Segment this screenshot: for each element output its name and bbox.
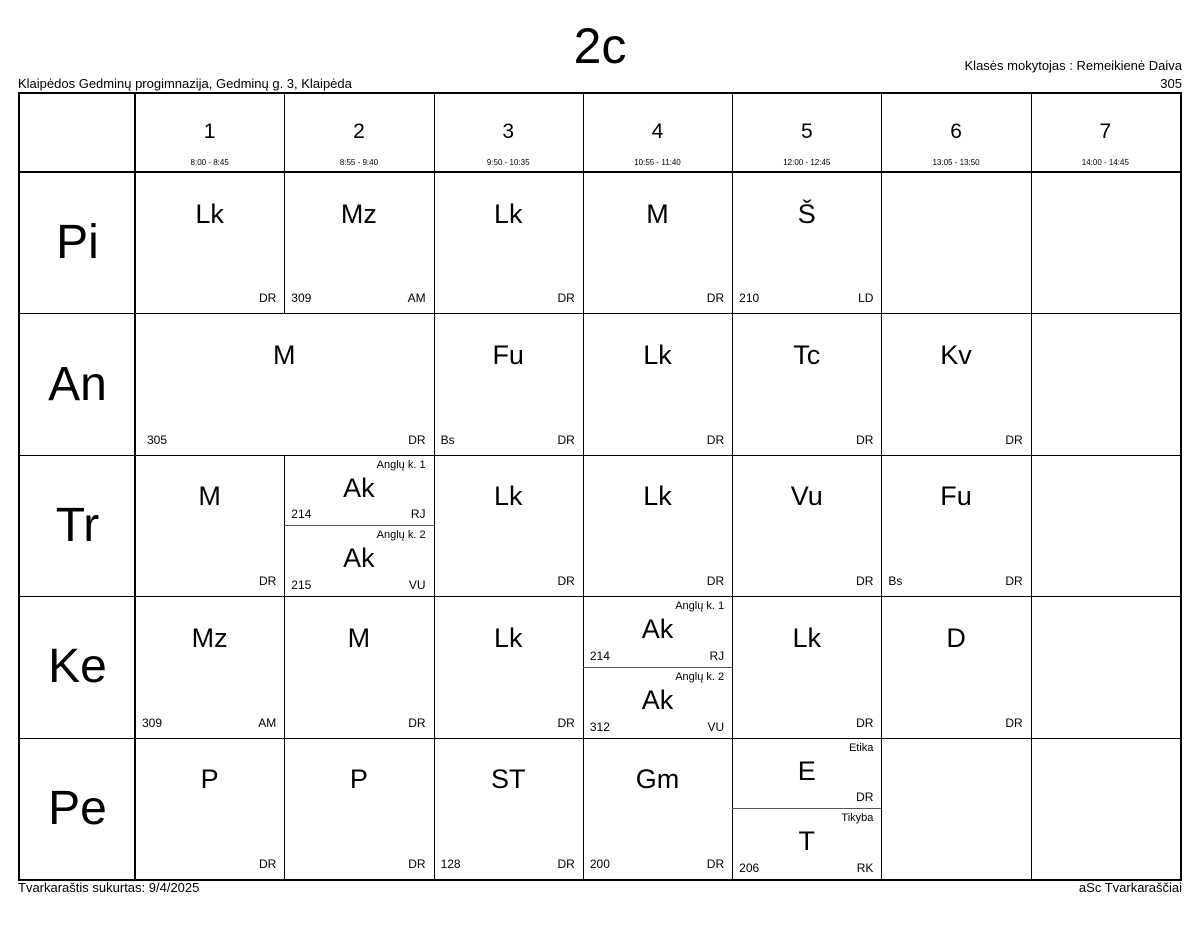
page-title: 2c xyxy=(573,18,627,74)
lesson-subject: Ak xyxy=(641,684,674,715)
lesson-room: 200 xyxy=(589,856,610,871)
lesson-cell xyxy=(583,313,732,454)
lesson-half xyxy=(284,455,433,526)
lesson-room: 309 xyxy=(142,715,163,730)
lesson-cell xyxy=(583,455,732,596)
period-time: 8:00 - 8:45 xyxy=(190,158,229,167)
lesson-subject: Kv xyxy=(940,340,972,371)
lesson-cell xyxy=(583,738,732,879)
split-divider xyxy=(284,525,433,526)
lesson-subject: P xyxy=(349,764,368,795)
day-label: Tr xyxy=(55,498,100,552)
split-divider xyxy=(583,667,732,668)
grid-line xyxy=(881,738,882,879)
grid-line xyxy=(284,94,285,172)
lesson-subject: Gm xyxy=(635,764,680,795)
lesson-subject: Mz xyxy=(340,198,377,229)
lesson-room: 309 xyxy=(291,291,312,306)
lesson-cell xyxy=(583,172,732,313)
lesson-subject: Fu xyxy=(492,340,524,371)
lesson-room: 305 xyxy=(147,432,168,447)
lesson-teacher: DR xyxy=(1005,574,1023,589)
lesson-teacher: DR xyxy=(408,432,426,447)
lesson-subject: Lk xyxy=(792,622,822,653)
lesson-subject: Lk xyxy=(195,198,224,229)
lesson-cell xyxy=(732,596,881,737)
lesson-cell xyxy=(732,172,881,313)
lesson-subject: Mz xyxy=(191,622,228,653)
lesson-subject: Fu xyxy=(940,481,972,512)
grid-line xyxy=(881,94,882,172)
period-number: 3 xyxy=(502,120,515,143)
lesson-teacher: DR xyxy=(258,574,277,589)
grid-line xyxy=(583,94,584,172)
period-time: 9:50 - 10:35 xyxy=(486,158,530,167)
lesson-subject: D xyxy=(946,622,966,653)
lesson-room: 128 xyxy=(440,856,461,871)
lesson-cell xyxy=(881,455,1030,596)
lesson-subject: ST xyxy=(490,764,526,795)
lesson-subject: Tc xyxy=(793,340,821,371)
period-header xyxy=(881,94,1030,172)
period-number: 4 xyxy=(651,120,664,143)
lesson-teacher: DR xyxy=(856,790,874,805)
lesson-room: 214 xyxy=(589,648,610,663)
lesson-cell xyxy=(583,596,732,737)
day-row-header xyxy=(20,596,135,737)
lesson-teacher: DR xyxy=(706,856,725,871)
period-time: 14:00 - 14:45 xyxy=(1081,158,1129,167)
lesson-half xyxy=(583,596,732,667)
lesson-subject: M xyxy=(198,481,221,512)
period-time: 12:00 - 12:45 xyxy=(783,158,831,167)
lesson-subject: Š xyxy=(797,198,816,229)
day-label: Pi xyxy=(56,216,99,270)
lesson-subject: Ak xyxy=(343,543,375,574)
lesson-half xyxy=(284,525,433,596)
group-label: Anglų k. 2 xyxy=(675,670,725,683)
lesson-cell xyxy=(135,738,284,879)
class-room: 305 xyxy=(1160,76,1182,91)
class-teacher: Klasės mokytojas : Remeikienė Daiva xyxy=(964,58,1182,73)
lesson-room: 206 xyxy=(739,860,760,875)
lesson-room: 210 xyxy=(739,291,760,306)
lesson-cell xyxy=(732,738,881,879)
grid-line xyxy=(881,172,882,313)
lesson-teacher: DR xyxy=(557,574,575,589)
lesson-half xyxy=(583,667,732,738)
lesson-cell xyxy=(434,738,583,879)
lesson-teacher: DR xyxy=(856,574,874,589)
lesson-teacher: DR xyxy=(856,715,874,730)
lesson-subject: Lk xyxy=(643,340,672,371)
day-row-header xyxy=(20,738,135,879)
day-row-header xyxy=(20,455,135,596)
lesson-subject: Lk xyxy=(493,481,523,512)
period-number: 7 xyxy=(1099,120,1112,143)
period-time: 8:55 - 9:40 xyxy=(339,158,379,167)
lesson-cell xyxy=(881,313,1030,454)
period-header xyxy=(732,94,881,172)
lesson-cell xyxy=(434,455,583,596)
day-row-header xyxy=(20,313,135,454)
group-label: Anglų k. 1 xyxy=(675,600,725,613)
lesson-teacher: DR xyxy=(557,856,575,871)
lesson-subject: Lk xyxy=(493,198,523,229)
lesson-room: 214 xyxy=(291,507,312,522)
lesson-teacher: VU xyxy=(408,578,426,593)
lesson-subject: M xyxy=(646,198,669,229)
lesson-teacher: AM xyxy=(407,291,426,306)
lesson-subject: T xyxy=(798,826,816,857)
lesson-cell xyxy=(284,455,433,596)
period-header xyxy=(1031,94,1180,172)
lesson-teacher: DR xyxy=(1005,715,1023,730)
lesson-teacher: DR xyxy=(258,291,277,306)
lesson-teacher: AM xyxy=(258,715,277,730)
grid-line xyxy=(1031,94,1032,172)
lesson-teacher: DR xyxy=(1005,432,1023,447)
lesson-teacher: DR xyxy=(557,715,575,730)
lesson-teacher: RJ xyxy=(410,507,426,522)
grid-line xyxy=(1031,455,1032,596)
period-number: 2 xyxy=(353,120,365,143)
lesson-teacher: DR xyxy=(258,856,277,871)
day-label: Pe xyxy=(48,781,107,835)
lesson-cell xyxy=(434,313,583,454)
lesson-cell xyxy=(284,596,433,737)
lesson-teacher: DR xyxy=(557,432,575,447)
lesson-room: 215 xyxy=(291,578,312,593)
lesson-cell xyxy=(434,596,583,737)
lesson-teacher: RK xyxy=(856,860,874,875)
split-divider xyxy=(732,808,881,809)
grid-line xyxy=(1031,313,1032,454)
lesson-subject: M xyxy=(273,340,296,371)
day-label: Ke xyxy=(48,640,107,694)
lesson-subject: Vu xyxy=(790,481,823,512)
grid-line xyxy=(732,94,733,172)
lesson-cell xyxy=(732,455,881,596)
lesson-room: Bs xyxy=(440,432,455,447)
group-label: Anglų k. 1 xyxy=(376,458,426,471)
lesson-subject: M xyxy=(347,622,371,653)
group-label: Anglų k. 2 xyxy=(376,529,426,542)
lesson-subject: Ak xyxy=(641,614,674,645)
lesson-room: 312 xyxy=(589,719,610,734)
lesson-subject: Ak xyxy=(343,472,375,503)
lesson-cell xyxy=(284,172,433,313)
lesson-teacher: DR xyxy=(408,856,426,871)
group-label: Tikyba xyxy=(841,812,874,825)
lesson-cell xyxy=(135,596,284,737)
lesson-teacher: VU xyxy=(707,719,725,734)
group-label: Etika xyxy=(848,741,874,754)
grid-line xyxy=(1031,738,1032,879)
lesson-cell xyxy=(284,738,433,879)
period-number: 6 xyxy=(950,120,962,143)
lesson-subject: Lk xyxy=(493,622,523,653)
lesson-subject: E xyxy=(797,755,816,786)
lesson-teacher: DR xyxy=(706,291,725,306)
lesson-room: Bs xyxy=(888,574,903,589)
school-name: Klaipėdos Gedminų progimnazija, Gedminų g. 3, Klaipėda xyxy=(18,76,352,91)
lesson-cell xyxy=(881,596,1030,737)
period-time: 10:55 - 11:40 xyxy=(634,158,681,167)
lesson-cell xyxy=(135,172,284,313)
lesson-teacher: DR xyxy=(706,574,725,589)
period-number: 5 xyxy=(800,120,813,143)
period-header xyxy=(284,94,433,172)
lesson-cell xyxy=(135,455,284,596)
brand-label: aSc Tvarkaraščiai xyxy=(1078,880,1182,895)
lesson-cell xyxy=(732,313,881,454)
period-number: 1 xyxy=(203,120,216,143)
day-row-header xyxy=(20,172,135,313)
grid-line xyxy=(434,94,435,172)
lesson-teacher: DR xyxy=(706,432,725,447)
period-header xyxy=(135,94,284,172)
period-header xyxy=(583,94,732,172)
day-label: An xyxy=(48,357,107,411)
created-date: Tvarkaraštis sukurtas: 9/4/2025 xyxy=(18,880,200,895)
lesson-teacher: DR xyxy=(557,291,575,306)
grid-line xyxy=(1031,172,1032,313)
lesson-teacher: DR xyxy=(408,715,426,730)
grid-line xyxy=(1031,596,1032,737)
lesson-half xyxy=(732,738,881,809)
lesson-cell xyxy=(135,313,434,454)
lesson-subject: P xyxy=(200,764,219,795)
timetable-grid xyxy=(18,92,1182,881)
period-time: 13:05 - 13:50 xyxy=(932,158,980,167)
period-header xyxy=(434,94,583,172)
lesson-teacher: RJ xyxy=(709,648,725,663)
lesson-teacher: DR xyxy=(856,432,874,447)
lesson-cell xyxy=(434,172,583,313)
lesson-teacher: LD xyxy=(858,291,874,306)
lesson-subject: Lk xyxy=(643,481,672,512)
lesson-half xyxy=(732,808,881,879)
